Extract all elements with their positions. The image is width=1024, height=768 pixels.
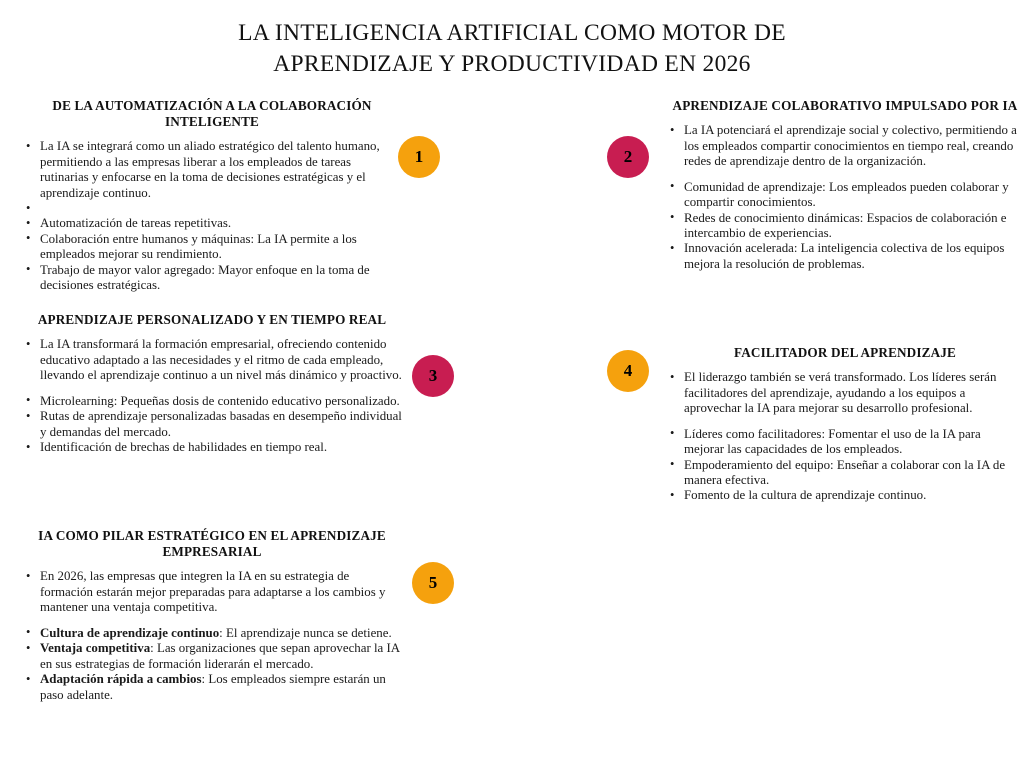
section-3 — [22, 312, 402, 455]
bullet-item: • Automatización de tareas repetitivas. — [22, 216, 402, 231]
section-4-bullet-list — [666, 370, 1024, 504]
bullet-item: • Fomento de la cultura de aprendizaje continuo. — [666, 488, 1024, 503]
section-3-bullet-list — [22, 337, 402, 455]
section-1 — [22, 98, 402, 294]
bullet-item: • En 2026, las empresas que integren la IA en su estrategia de formación estarán mejor preparadas para adaptarse a los cambios y mantener una ventaja competitiva. — [22, 569, 402, 615]
bullet-item: • Rutas de aprendizaje personalizadas basadas en desempeño individual y demandas del mercado. — [22, 409, 402, 440]
badge-5-label: 5 — [428, 573, 438, 592]
bullet-item: • Comunidad de aprendizaje: Los empleados pueden colaborar y compartir conocimientos. — [666, 180, 1024, 211]
section-5-bullet-list — [22, 569, 402, 703]
bullet-item: • Cultura de aprendizaje continuo: El aprendizaje nunca se detiene. — [22, 626, 402, 641]
bullet-item: • Líderes como facilitadores: Fomentar el uso de la IA para mejorar las capacidades de los empleados. — [666, 427, 1024, 458]
bullet-item: • El liderazgo también se verá transformado. Los líderes serán facilitadores del aprendizaje, ayudando a los equipos a aprovechar la IA para mejorar su desarrollo profesional. — [666, 370, 1024, 416]
bullet-item: • La IA potenciará el aprendizaje social y colectivo, permitiendo a los empleados compartir conocimientos en tiempo real, creando redes de aprendizaje dentro de la organización. — [666, 123, 1024, 169]
section-2 — [666, 98, 1024, 272]
badge-2-label: 2 — [623, 147, 633, 166]
section-5 — [22, 528, 402, 703]
bullet-item: • Adaptación rápida a cambios: Los empleados siempre estarán un paso adelante. — [22, 672, 402, 703]
section-2-heading: APRENDIZAJE COLABORATIVO IMPULSADO POR IA — [672, 98, 1018, 113]
bullet-item: • Colaboración entre humanos y máquinas: La IA permite a los empleados mejorar su rendimiento. — [22, 232, 402, 263]
badge-2[interactable] — [607, 136, 649, 178]
section-1-bullet-list — [22, 139, 402, 293]
bullet-item — [22, 201, 402, 216]
bullet-lead-in: Cultura de aprendizaje continuo — [40, 625, 220, 640]
section-4-heading: FACILITADOR DEL APRENDIZAJE — [734, 345, 956, 360]
bullet-item: • Identificación de brechas de habilidades en tiempo real. — [22, 440, 402, 455]
badge-3-label: 3 — [428, 366, 438, 385]
page-title-line-2: APRENDIZAJE Y PRODUCTIVIDAD EN 2026 — [273, 50, 751, 77]
section-3-heading: APRENDIZAJE PERSONALIZADO Y EN TIEMPO REAL — [37, 312, 387, 327]
badge-5[interactable] — [412, 562, 454, 604]
section-4 — [666, 345, 1024, 504]
badge-3[interactable] — [412, 355, 454, 397]
bullet-item: • La IA se integrará como un aliado estratégico del talento humano, permitiendo a las empresas liberar a los empleados de tareas rutinarias y enfocarse en la toma de decisiones estratégicas y el aprendizaje continuo. — [22, 139, 402, 201]
badge-1[interactable] — [398, 136, 440, 178]
bullet-item: • Ventaja competitiva: Las organizaciones que sepan aprovechar la IA en sus estrategias de formación liderarán el mercado. — [22, 641, 402, 672]
badge-4[interactable] — [607, 350, 649, 392]
bullet-lead-in: Ventaja competitiva — [40, 641, 151, 656]
badge-1-label: 1 — [414, 147, 424, 166]
section-2-bullet-list — [666, 123, 1024, 272]
bullet-item: • Empoderamiento del equipo: Enseñar a colaborar con la IA de manera efectiva. — [666, 458, 1024, 489]
badge-4-label: 4 — [623, 361, 633, 380]
bullet-lead-in: Adaptación rápida a cambios — [40, 672, 202, 687]
bullet-item: • La IA transformará la formación empresarial, ofreciendo contenido educativo adaptado a las necesidades y el ritmo de cada empleado, llevando el aprendizaje continuo a un nivel más dinámico y proactivo. — [22, 337, 402, 383]
bullet-item: • Innovación acelerada: La inteligencia colectiva de los equipos mejora la resolución de problemas. — [666, 241, 1024, 272]
bullet-item: • Trabajo de mayor valor agregado: Mayor enfoque en la toma de decisiones estratégicas. — [22, 263, 402, 294]
bullet-item: • Microlearning: Pequeñas dosis de contenido educativo personalizado. — [22, 394, 402, 409]
page-title — [0, 18, 1024, 79]
section-5-heading: IA COMO PILAR ESTRATÉGICO EN EL APRENDIZAJE EMPRESARIAL — [38, 528, 386, 560]
bullet-item: • Redes de conocimiento dinámicas: Espacios de colaboración e intercambio de experiencias. — [666, 211, 1024, 242]
section-1-heading: DE LA AUTOMATIZACIÓN A LA COLABORACIÓN INTELIGENTE — [52, 98, 372, 130]
page-title-line-1: LA INTELIGENCIA ARTIFICIAL COMO MOTOR DE — [238, 20, 786, 46]
